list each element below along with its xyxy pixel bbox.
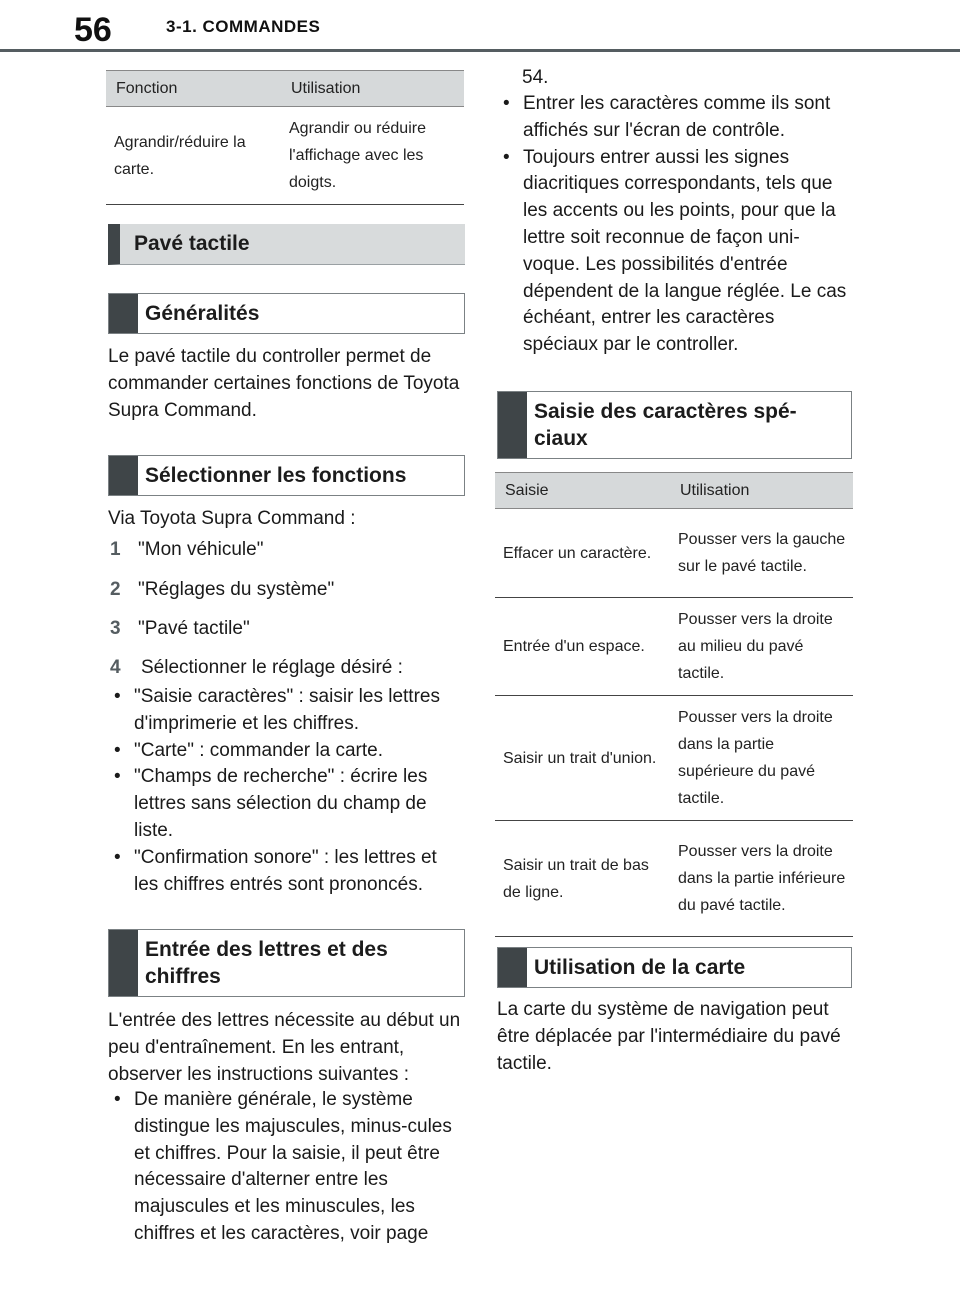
- table-cell-saisie: Saisir un trait de bas de ligne.: [495, 821, 670, 937]
- list-item: • "Confirmation sonore" : les lettres et les chiffres entrés sont prononcés.: [106, 845, 466, 899]
- step-text: "Pavé tactile": [138, 618, 250, 639]
- step-text: "Mon véhicule": [138, 539, 264, 560]
- table-row: [495, 509, 853, 598]
- heading-speciaux-text: Saisie des caractères spé-ciaux: [534, 400, 797, 450]
- table-cell-utilisation: Pousser vers la droite au milieu du pavé tactile.: [670, 598, 853, 696]
- continued-page-ref: 54.: [522, 67, 549, 88]
- entree-list: [106, 1087, 464, 1248]
- heading-carte-text: Utilisation de la carte: [534, 956, 746, 979]
- table-header-row: [106, 71, 464, 107]
- section-title: 3-1. COMMANDES: [166, 17, 321, 36]
- list-item: • "Champs de recherche" : écrire les lettres sans sélection du champ de liste.: [106, 764, 466, 844]
- heading-bar: [109, 456, 138, 495]
- table-header-row: [495, 473, 853, 509]
- table-cell-utilisation: Agrandir ou réduire l'affichage avec les doigts.: [281, 107, 464, 205]
- options-list: [106, 684, 466, 898]
- heading-bar: [498, 948, 527, 987]
- table-cell-utilisation: Pousser vers la droite dans la partie supérieure du pavé tactile.: [670, 696, 853, 821]
- step-number: 3: [110, 618, 121, 639]
- step-number: 2: [110, 579, 121, 600]
- heading-pave-tactile-text: Pavé tactile: [134, 232, 250, 255]
- table-row: [495, 696, 853, 821]
- heading-speciaux: [497, 391, 852, 459]
- list-item: • Entrer les caractères comme ils sont affichés sur l'écran de contrôle.: [495, 91, 853, 145]
- right-bullets: [495, 91, 853, 359]
- table-cell-utilisation: Pousser vers la droite dans la partie inférieure du pavé tactile.: [670, 821, 853, 937]
- step-text: "Réglages du système": [138, 579, 335, 600]
- list-item: • "Saisie caractères" : saisir les lettres d'imprimerie et les chiffres.: [106, 684, 466, 738]
- list-item: • De manière générale, le système distingue les majuscules, minus-cules et chiffres. Pour la saisie, il peut être nécessaire d'alterner entre les majuscules et les minuscules, les chiffres et les caractères, voir page: [106, 1087, 464, 1248]
- heading-bar: [109, 294, 138, 333]
- heading-selectionner-text: Sélectionner les fonctions: [145, 464, 407, 487]
- special-chars-table: [495, 472, 853, 937]
- table-cell-saisie: Entrée d'un espace.: [495, 598, 670, 696]
- function-table: [106, 70, 464, 205]
- via-paragraph: Via Toyota Supra Command :: [108, 508, 356, 529]
- table-row: [495, 598, 853, 696]
- step-number: 4: [110, 657, 121, 678]
- heading-selectionner: [108, 455, 465, 496]
- step-text: Sélectionner le réglage désiré :: [141, 657, 403, 678]
- table-cell-fonction: Agrandir/réduire la carte.: [106, 107, 281, 205]
- step-1: [110, 536, 465, 563]
- column-header-utilisation: Utilisation: [670, 473, 853, 509]
- carte-paragraph: La carte du système de navigation peut être déplacée par l'intermédiaire du pavé tactile.: [497, 999, 841, 1074]
- heading-entree: [108, 929, 465, 997]
- heading-pave-tactile: [108, 224, 465, 265]
- list-item: • "Carte" : commander la carte.: [106, 738, 466, 765]
- column-header-utilisation: Utilisation: [281, 71, 464, 107]
- table-row: [106, 107, 464, 205]
- step-2: [110, 576, 465, 603]
- heading-generalites-text: Généralités: [145, 302, 260, 325]
- page-number: 56: [74, 11, 112, 49]
- heading-carte: [497, 947, 852, 988]
- step-4: [110, 654, 465, 681]
- table-cell-saisie: Saisir un trait d'union.: [495, 696, 670, 821]
- header-rule: [0, 49, 960, 52]
- step-3: [110, 615, 465, 642]
- column-header-fonction: Fonction: [106, 71, 281, 107]
- heading-bar: [498, 392, 527, 458]
- table-cell-utilisation: Pousser vers la gauche sur le pavé tactile.: [670, 509, 853, 598]
- column-header-saisie: Saisie: [495, 473, 670, 509]
- heading-generalites: [108, 293, 465, 334]
- table-cell-saisie: Effacer un caractère.: [495, 509, 670, 598]
- step-number: 1: [110, 539, 121, 560]
- entree-paragraph: L'entrée des lettres nécessite au début un peu d'entraînement. En les entrant, observer les instructions suivantes :: [108, 1010, 461, 1085]
- generalites-paragraph: Le pavé tactile du controller permet de commander certaines fonctions de Toyota Supra Command.: [108, 346, 460, 421]
- table-row: [495, 821, 853, 937]
- list-item: • Toujours entrer aussi les signes diacritiques correspondants, tels que les accents ou les points, pour que la lettre soit reconnue de façon uni-voque. Les possibilités d'entrée dépendent de la langue réglée. Le cas échéant, entrer les caractères spéciaux par le controller.: [495, 145, 853, 359]
- heading-bar: [109, 930, 138, 996]
- heading-entree-text: Entrée des lettres et des chiffres: [145, 938, 388, 988]
